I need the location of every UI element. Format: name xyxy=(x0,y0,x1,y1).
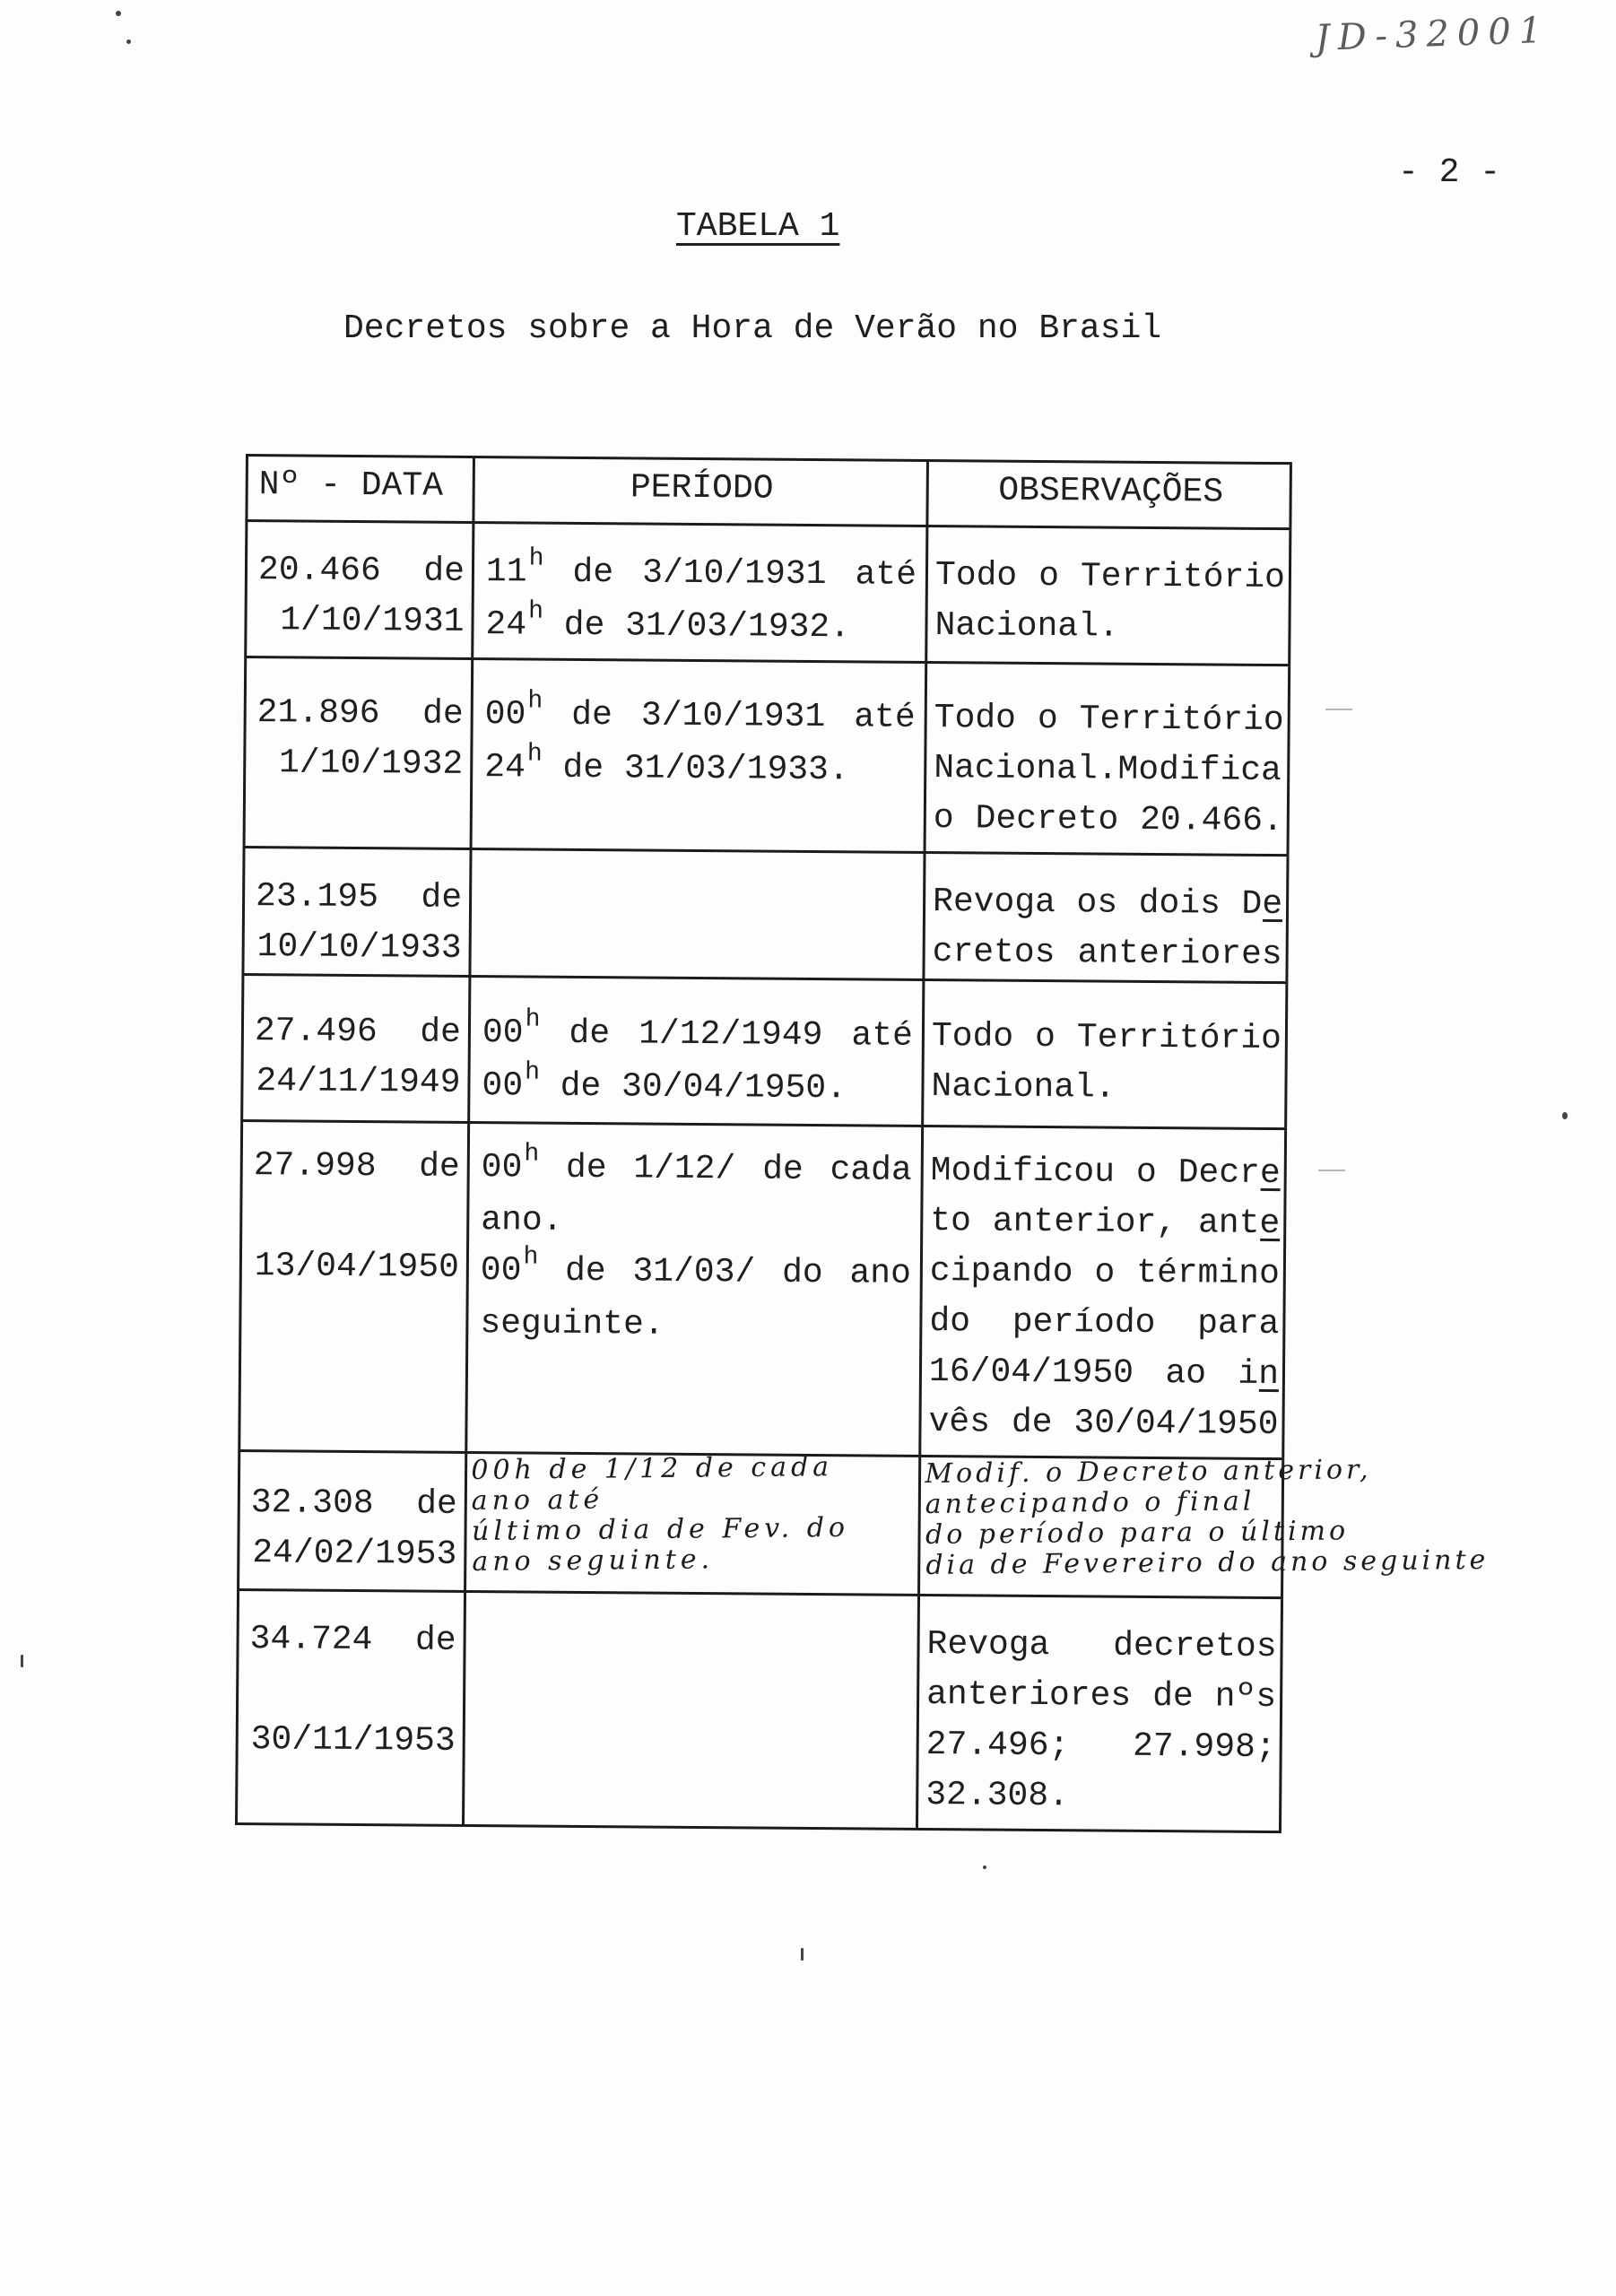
period-hour-unit: h xyxy=(525,1005,541,1034)
period-hour-unit: h xyxy=(526,740,543,769)
period-cell xyxy=(467,1124,924,1455)
header-notes: OBSERVAÇÕES xyxy=(928,462,1292,527)
notes-line: anteriores de nºs xyxy=(925,1675,1277,1718)
period-line xyxy=(482,1005,914,1065)
decree-number-line xyxy=(255,1006,461,1058)
notes-line: Revoga decretos xyxy=(926,1625,1277,1667)
period-hour: 00 xyxy=(481,1148,523,1187)
period-cell xyxy=(471,850,925,978)
decree-date: 13/04/1950 xyxy=(254,1247,460,1287)
decree-number-line xyxy=(254,1141,460,1193)
period-text: de 30/04/1950. xyxy=(560,1066,847,1109)
period-line xyxy=(484,740,915,799)
notes-line: cretos anteriores xyxy=(932,933,1282,975)
page-number: - 2 - xyxy=(1398,153,1501,192)
decree-number-line xyxy=(251,1478,457,1530)
decree-cell xyxy=(240,976,471,1121)
period-hour-unit: h xyxy=(524,1140,540,1169)
scan-speck xyxy=(983,1866,986,1869)
notes-line: o Decreto 20.466. xyxy=(933,799,1283,841)
decree-cell xyxy=(241,848,472,975)
period-cell xyxy=(474,524,928,661)
scan-speck xyxy=(1562,1112,1568,1119)
notes-line: Nacional. xyxy=(931,1067,1116,1108)
blank-line xyxy=(249,1665,456,1717)
period-text: de 1/12/ de cada xyxy=(565,1148,912,1190)
notes-cell xyxy=(920,1454,1490,1596)
decree-table xyxy=(235,454,1490,1833)
table-subtitle: Decretos sobre a Hora de Verão no Brasil xyxy=(343,309,1162,348)
period-text: de 1/12/1949 até xyxy=(569,1013,914,1056)
handwritten-period xyxy=(471,1451,910,1578)
table-row xyxy=(240,976,1288,1130)
period-cell xyxy=(466,1451,921,1594)
decree-date: 30/11/1953 xyxy=(250,1720,456,1761)
period-line xyxy=(485,544,917,604)
handwritten-line: ano até xyxy=(471,1483,604,1518)
decree-connector: de xyxy=(418,1147,460,1187)
decree-connector: de xyxy=(423,552,465,591)
decree-cell xyxy=(235,1591,466,1824)
table-row xyxy=(235,1591,1283,1833)
table-row xyxy=(244,522,1291,666)
decree-number: 21.896 xyxy=(256,693,380,734)
table-row xyxy=(241,848,1289,984)
notes-line: Todo o Território xyxy=(934,556,1286,598)
notes-cell xyxy=(925,854,1289,981)
notes-line: cipando o término xyxy=(929,1252,1281,1294)
decree-number-line xyxy=(258,545,465,597)
scan-speck xyxy=(21,1655,23,1667)
period-text: de 3/10/1931 até xyxy=(572,552,917,595)
table-row xyxy=(237,1451,1490,1599)
period-line xyxy=(481,1140,912,1199)
period-hour: 00 xyxy=(484,695,526,735)
table-row xyxy=(238,1122,1287,1460)
table-row xyxy=(243,658,1291,857)
notes-line: do período para xyxy=(929,1302,1280,1344)
notes-line: 16/04/1950 ao in xyxy=(929,1347,1279,1400)
decree-number: 27.998 xyxy=(253,1146,377,1187)
period-line: ano. xyxy=(481,1201,563,1240)
handwritten-line: último dia de Fev. do xyxy=(471,1511,850,1548)
handwritten-line: ano seguinte. xyxy=(472,1544,715,1578)
header-period: PERÍODO xyxy=(474,458,929,525)
decree-number-line xyxy=(256,872,462,924)
scan-speck xyxy=(116,11,121,16)
decree-cell xyxy=(243,658,474,848)
period-line xyxy=(482,1058,912,1118)
period-hour-unit: h xyxy=(523,1243,539,1272)
period-hour-unit: h xyxy=(528,597,544,626)
period-cell xyxy=(473,660,928,851)
notes-cell xyxy=(918,1596,1283,1831)
notes-line: 32.308. xyxy=(925,1776,1070,1816)
handwritten-notes xyxy=(925,1454,1490,1581)
decree-number: 20.466 xyxy=(257,551,381,591)
notes-cell xyxy=(924,981,1288,1127)
period-hour: 00 xyxy=(482,1013,524,1053)
period-hour: 24 xyxy=(484,748,526,787)
decree-date: 24/02/1953 xyxy=(252,1534,457,1574)
notes-line: Nacional.Modifica xyxy=(934,749,1282,791)
decree-date: 10/10/1933 xyxy=(256,927,462,968)
notes-cell xyxy=(927,527,1291,664)
decree-date: 1/10/1931 xyxy=(280,601,465,641)
decree-cell xyxy=(244,522,474,657)
decree-cell xyxy=(237,1452,467,1590)
period-line: seguinte. xyxy=(480,1304,665,1344)
period-hour-unit: h xyxy=(527,687,543,716)
handwritten-line: antecipando o final xyxy=(925,1485,1255,1520)
decree-number: 34.724 xyxy=(249,1620,373,1660)
period-line xyxy=(485,597,916,657)
period-line xyxy=(484,687,916,746)
period-cell xyxy=(465,1593,920,1828)
decree-connector: de xyxy=(421,694,464,734)
notes-line: vês de 30/04/1950 xyxy=(928,1403,1279,1445)
table-title: TABELA 1 xyxy=(676,207,840,246)
handwritten-reference-stamp: JD-32001 xyxy=(1314,9,1551,59)
handwritten-line: dia de Fevereiro do ano seguinte xyxy=(925,1544,1490,1581)
table-header-row xyxy=(245,457,1292,530)
period-hour: 11 xyxy=(485,552,527,592)
decree-cell xyxy=(238,1122,470,1451)
decree-number-line xyxy=(257,688,464,740)
scan-speck xyxy=(801,1948,804,1961)
decree-connector: de xyxy=(416,1484,457,1524)
decree-connector: de xyxy=(414,1621,456,1660)
decree-number: 27.496 xyxy=(254,1012,378,1052)
period-text: de 31/03/1932. xyxy=(563,605,851,648)
period-cell xyxy=(470,978,925,1125)
handwritten-line: do período para o último xyxy=(925,1515,1350,1551)
notes-line: Nacional. xyxy=(934,606,1119,647)
decree-date: 24/11/1949 xyxy=(256,1062,461,1102)
header-decree: Nº - DATA xyxy=(245,457,475,521)
blank-line xyxy=(253,1191,459,1243)
period-hour-unit: h xyxy=(525,1058,541,1087)
notes-line: Todo o Território xyxy=(934,699,1284,741)
period-hour: 00 xyxy=(480,1251,522,1291)
period-hour: 24 xyxy=(485,605,527,645)
period-text: de 3/10/1931 até xyxy=(571,695,916,737)
notes-line: 27.496; 27.998; xyxy=(925,1726,1276,1768)
notes-line: Revoga os dois De xyxy=(933,877,1282,930)
period-text: de 31/03/ do ano xyxy=(564,1251,912,1293)
scan-speck xyxy=(1318,1170,1345,1171)
decree-number-line xyxy=(249,1614,456,1666)
notes-line: Modificou o Decre xyxy=(931,1146,1281,1199)
decree-connector: de xyxy=(421,878,463,918)
notes-line: to anterior, ante xyxy=(930,1196,1280,1249)
decree-connector: de xyxy=(420,1013,462,1052)
scan-speck xyxy=(126,39,131,44)
decree-date: 1/10/1932 xyxy=(278,744,464,784)
decree-number: 23.195 xyxy=(255,877,379,918)
period-hour-unit: h xyxy=(528,544,544,573)
handwritten-line: Modif. o Decreto anterior, xyxy=(925,1454,1372,1490)
period-text: de 31/03/1933. xyxy=(562,748,849,790)
period-line xyxy=(480,1243,912,1302)
notes-cell xyxy=(921,1127,1287,1457)
scan-speck xyxy=(1325,709,1352,710)
handwritten-line: 00h de 1/12 de cada xyxy=(471,1451,834,1487)
notes-cell xyxy=(926,664,1291,854)
decree-number: 32.308 xyxy=(250,1483,374,1524)
period-hour: 00 xyxy=(482,1066,524,1106)
notes-line: Todo o Território xyxy=(931,1017,1282,1059)
